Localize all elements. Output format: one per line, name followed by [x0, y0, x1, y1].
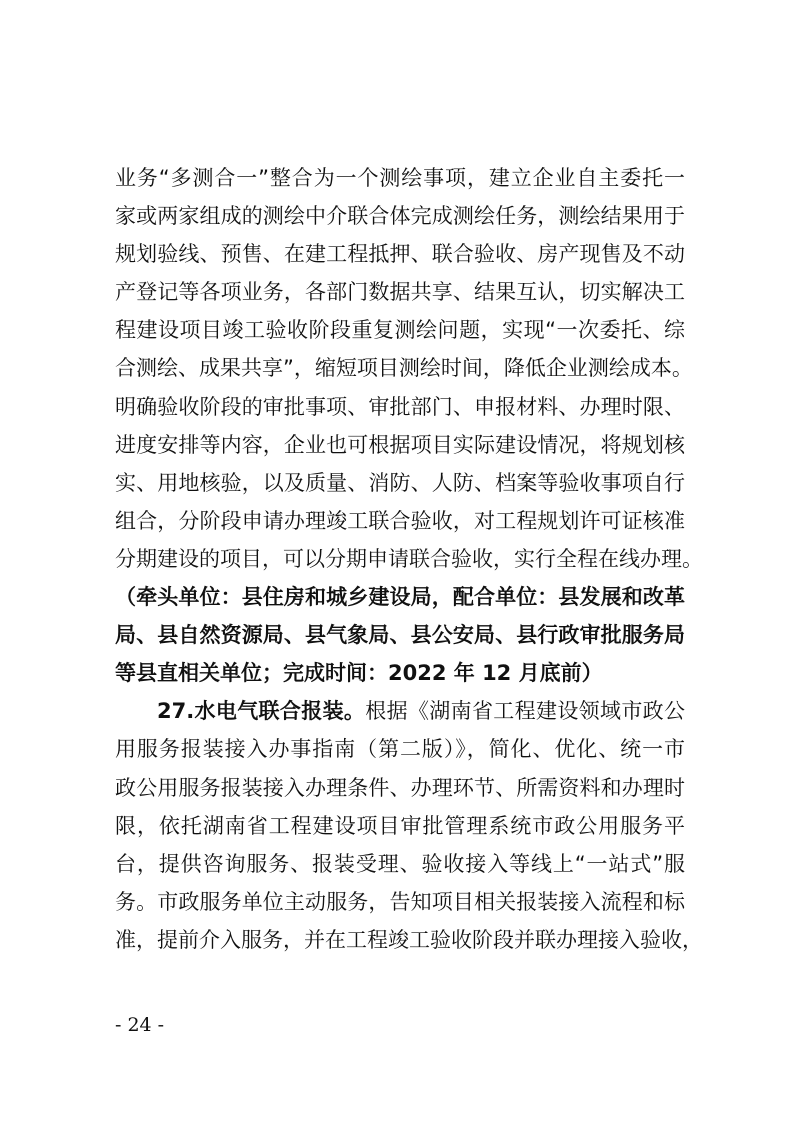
section-27-line: 限，依托湖南省工程建设项目审批管理系统市政公用服务平 — [115, 813, 685, 838]
paragraph-line: 合测绘、成果共享”，缩短项目测绘时间，降低企业测绘成本。 — [115, 356, 693, 381]
section-27-heading: 27.水电气联合报装。 — [157, 699, 366, 724]
body-text — [115, 159, 703, 959]
paragraph-line: 组合，分阶段申请办理竣工联合验收，对工程规划许可证核准 — [115, 508, 685, 533]
paragraph-line: 业务“多测合一”整合为一个测绘事项，建立企业自主委托一 — [115, 166, 685, 190]
section-27-first-line — [115, 692, 685, 730]
responsibility-line: 等县直相关单位；完成时间：2022 年 12 月底前） — [115, 661, 603, 686]
section-27-line: 台，提供咨询服务、报装受理、验收接入等线上“一站式”服 — [115, 851, 685, 876]
paragraph-line: 进度安排等内容，企业也可根据项目实际建设情况，将规划核 — [115, 432, 685, 457]
responsibility-line: （牵头单位：县住房和城乡建设局，配合单位：县发展和改革 — [115, 585, 685, 610]
paragraph-line: 家或两家组成的测绘中介联合体完成测绘任务，测绘结果用于 — [115, 204, 685, 229]
section-27-first-line-text: 根据《湖南省工程建设领域市政公 — [365, 699, 686, 724]
paragraph-line: 实、用地核验，以及质量、消防、人防、档案等验收事项自行 — [115, 470, 685, 495]
responsibility-line: 局、县自然资源局、县气象局、县公安局、县行政审批服务局 — [115, 623, 685, 648]
section-27-line: 用服务报装接入办事指南（第二版）》，简化、优化、统一市 — [115, 737, 685, 762]
section-27-line: 政公用服务报装接入办理条件、办理环节、所需资料和办理时 — [115, 775, 685, 800]
paragraph-line: 分期建设的项目，可以分期申请联合验收，实行全程在线办理。 — [115, 546, 703, 571]
page-number: - 24 - — [115, 1014, 165, 1036]
paragraph-line: 程建设项目竣工验收阶段重复测绘问题，实现“一次委托、综 — [115, 318, 685, 343]
section-27-line: 准，提前介入服务，并在工程竣工验收阶段并联办理接入验收， — [115, 927, 703, 952]
section-27-line: 务。市政服务单位主动服务，告知项目相关报装接入流程和标 — [115, 889, 685, 914]
paragraph-line: 产登记等各项业务，各部门数据共享、结果互认，切实解决工 — [115, 280, 685, 305]
paragraph-line: 规划验线、预售、在建工程抵押、联合验收、房产现售及不动 — [115, 242, 685, 267]
paragraph-line: 明确验收阶段的审批事项、审批部门、申报材料、办理时限、 — [115, 394, 685, 419]
